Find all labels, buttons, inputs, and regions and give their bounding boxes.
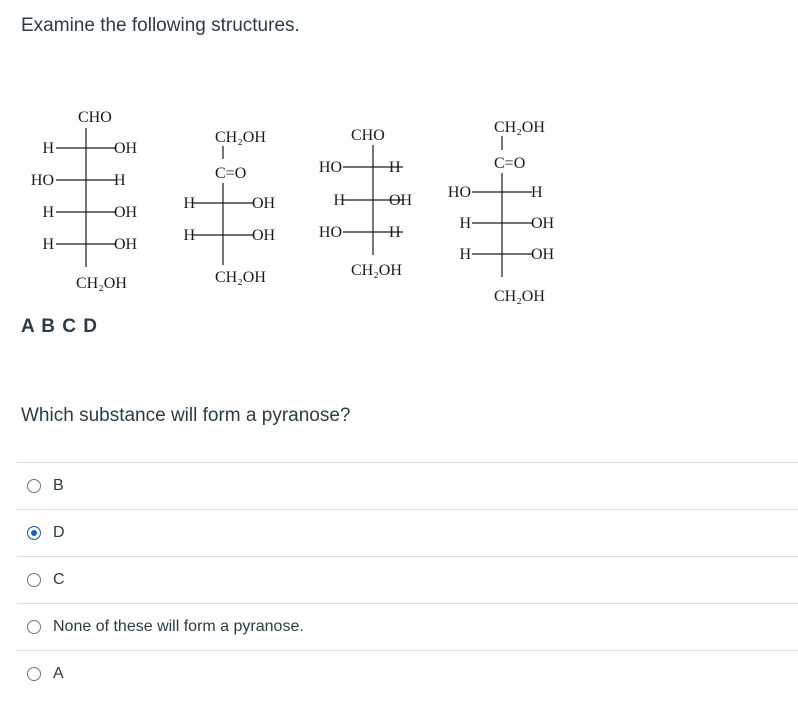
- structure-d-carbonyl: C=O: [494, 155, 526, 172]
- radio-button[interactable]: [27, 620, 41, 634]
- structure-d-top: CH₂OH: [494, 119, 545, 136]
- structure-d-right-3: OH: [531, 246, 555, 263]
- structure-d-bottom: CH₂OH: [494, 288, 545, 305]
- structure-c-right-2: OH: [389, 192, 413, 209]
- radio-button[interactable]: [27, 667, 41, 681]
- structure-b-bottom: CH₂OH: [215, 269, 266, 286]
- structure-b-right-2: OH: [252, 227, 276, 244]
- structure-a-right-3: OH: [114, 204, 138, 221]
- structure-d: [0, 95, 600, 310]
- question-text: Which substance will form a pyranose?: [21, 405, 351, 426]
- radio-button[interactable]: [27, 573, 41, 587]
- structure-a-right-1: OH: [114, 140, 138, 157]
- structure-c-top: CHO: [351, 127, 385, 144]
- option-label: C: [53, 571, 65, 588]
- structure-a-top: CHO: [78, 109, 112, 126]
- structure-d-right-1: H: [531, 184, 543, 201]
- fischer-projections: [0, 95, 600, 310]
- structure-a-left-3: H: [42, 204, 54, 221]
- option-label: D: [53, 524, 65, 541]
- structure-b-right-1: OH: [252, 195, 276, 212]
- structure-d-left-1: HO: [447, 184, 471, 201]
- option-label: B: [53, 477, 64, 494]
- structure-b-carbonyl: C=O: [215, 165, 247, 182]
- structure-a-right-2: H: [114, 172, 126, 189]
- structure-d-right-2: OH: [531, 215, 555, 232]
- answer-options: [17, 462, 798, 697]
- structure-a-left-2: HO: [30, 172, 54, 189]
- structure-d-left-3: H: [459, 246, 471, 263]
- structure-b-left-2: H: [183, 227, 195, 244]
- question-prompt: Examine the following structures.: [21, 15, 300, 36]
- radio-button-selected[interactable]: [27, 526, 41, 540]
- answer-option[interactable]: [17, 462, 798, 509]
- structure-c-left-1: HO: [318, 159, 342, 176]
- structure-a-left-4: H: [42, 236, 54, 253]
- structure-d-left-2: H: [459, 215, 471, 232]
- option-label: None of these will form a pyranose.: [53, 618, 304, 635]
- structure-c-left-3: HO: [318, 224, 342, 241]
- option-label: A: [53, 665, 64, 682]
- structure-c-right-3: H: [389, 224, 401, 241]
- structure-c-bottom: CH₂OH: [351, 262, 402, 279]
- structure-b-left-1: H: [183, 195, 195, 212]
- answer-option[interactable]: [17, 650, 798, 697]
- structure-a-left-1: H: [42, 140, 54, 157]
- structure-c-left-2: H: [333, 192, 345, 209]
- structure-a-right-4: OH: [114, 236, 138, 253]
- structure-b-top: CH₂OH: [215, 129, 266, 146]
- answer-option[interactable]: [17, 556, 798, 603]
- answer-option[interactable]: [17, 509, 798, 556]
- structure-a-bottom: CH₂OH: [76, 275, 127, 292]
- answer-option[interactable]: [17, 603, 798, 650]
- structure-c-right-1: H: [389, 159, 401, 176]
- radio-button[interactable]: [27, 479, 41, 493]
- structure-letters: A B C D: [21, 316, 99, 337]
